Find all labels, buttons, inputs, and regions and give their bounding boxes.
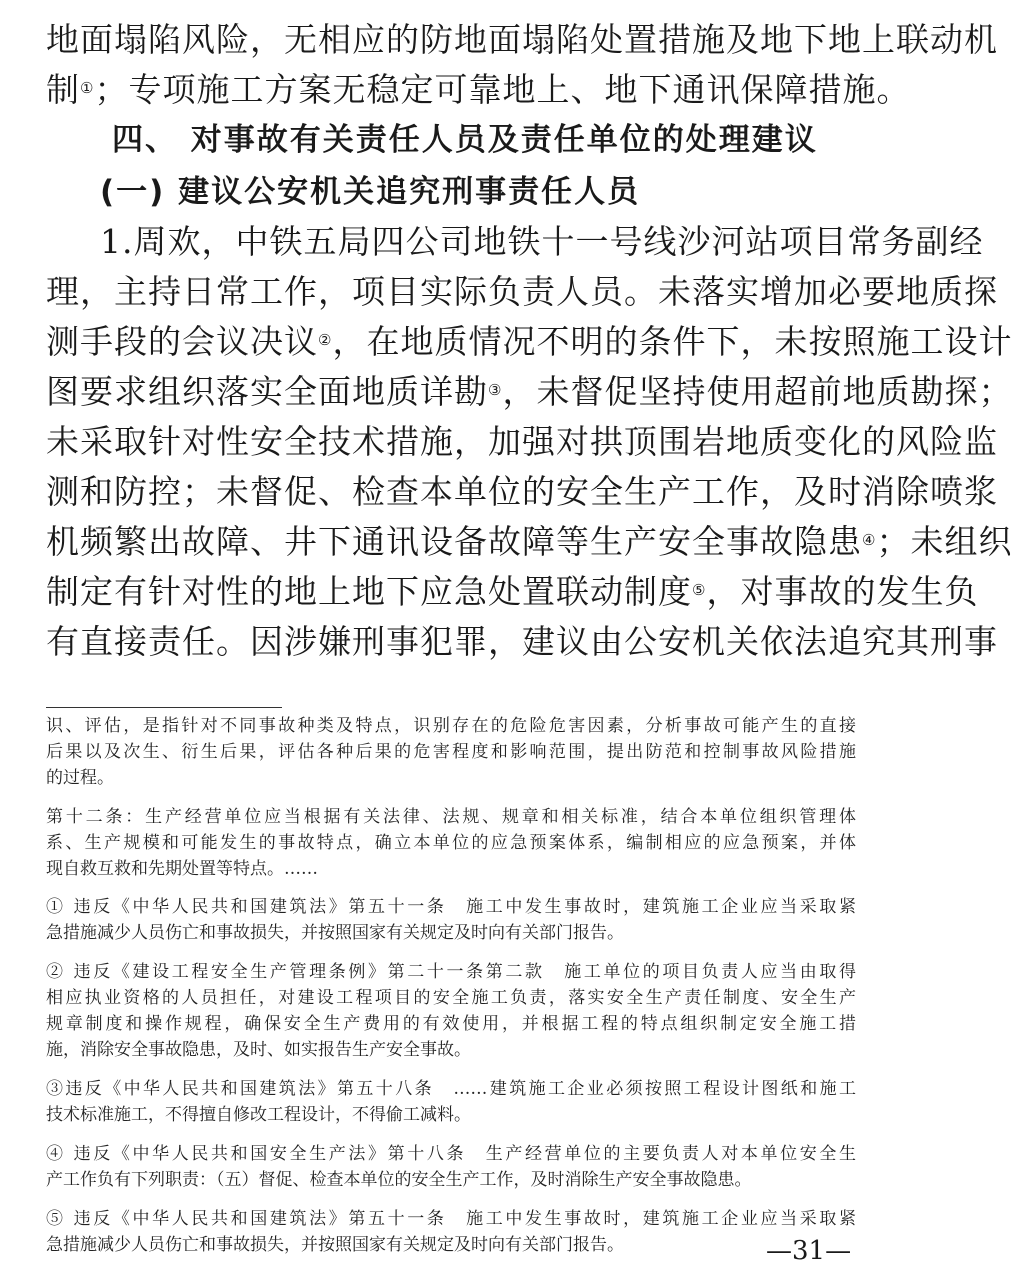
footnote-line: 后果以及次生、衍生后果，评估各种后果的危害程度和影响范围，提出防范和控制事故风险措施 bbox=[46, 742, 856, 762]
footnote-2: 相应执业资格的人员担任，对建设工程项目的安全施工负责，落实安全生产责任制度、安全生产 bbox=[46, 988, 856, 1008]
footnote-2: 规章制度和操作规程，确保安全生产费用的有效使用，并根据工程的特点组织制定安全施工措 bbox=[46, 1014, 856, 1034]
footnote-line: 现自救互救和先期处置等特点。…… bbox=[46, 859, 318, 879]
body-line: 制①；专项施工方案无稳定可靠地上、地下通讯保障措施。 bbox=[46, 70, 911, 109]
body-line: 1.周欢，中铁五局四公司地铁十一号线沙河站项目常务副经 bbox=[100, 222, 984, 261]
body-line: 制定有针对性的地上地下应急处置联动制度⑤，对事故的发生负 bbox=[46, 572, 979, 611]
footnote-4: 产工作负有下列职责：（五）督促、检查本单位的安全生产工作，及时消除生产安全事故隐患。 bbox=[46, 1170, 752, 1190]
footnote-5: ⑤ 违反《中华人民共和国建筑法》第五十一条 施工中发生事故时，建筑施工企业应当采取紧 bbox=[46, 1209, 856, 1229]
footnote-line: 第十二条：生产经营单位应当根据有关法律、法规、规章和相关标准，结合本单位组织管理体 bbox=[46, 807, 856, 827]
body-line: 理，主持日常工作，项目实际负责人员。未落实增加必要地质探 bbox=[46, 272, 998, 311]
footnote-3: ③违反《中华人民共和国建筑法》第五十八条 ……建筑施工企业必须按照工程设计图纸和施工 bbox=[46, 1079, 856, 1099]
footnote-2: ② 违反《建设工程安全生产管理条例》第二十一条第二款 施工单位的项目负责人应当由取得 bbox=[46, 962, 856, 982]
footnote-1: 急措施减少人员伤亡和事故损失，并按照国家有关规定及时向有关部门报告。 bbox=[46, 923, 624, 943]
footnote-ref: ③ bbox=[488, 381, 503, 399]
body-line: 测手段的会议决议②，在地质情况不明的条件下，未按照施工设计 bbox=[46, 322, 1012, 361]
body-line: 有直接责任。因涉嫌刑事犯罪，建议由公安机关依法追究其刑事 bbox=[46, 622, 998, 661]
footnote-divider bbox=[46, 707, 282, 708]
footnote-line: 的过程。 bbox=[46, 768, 114, 788]
body-line: 未采取针对性安全技术措施，加强对拱顶围岩地质变化的风险监 bbox=[46, 422, 998, 461]
page-number: —31— bbox=[766, 1236, 852, 1266]
body-line: 地面塌陷风险，无相应的防地面塌陷处置措施及地下地上联动机 bbox=[46, 20, 998, 59]
footnote-ref: ④ bbox=[862, 531, 877, 549]
sub-heading: (一) 建议公安机关追究刑事责任人员 bbox=[100, 174, 641, 210]
footnote-ref: ⑤ bbox=[692, 581, 707, 599]
body-line: 测和防控；未督促、检查本单位的安全生产工作，及时消除喷浆 bbox=[46, 472, 998, 511]
footnote-5: 急措施减少人员伤亡和事故损失，并按照国家有关规定及时向有关部门报告。 bbox=[46, 1235, 624, 1255]
footnote-ref: ② bbox=[318, 331, 333, 349]
footnote-line: 识、评估，是指针对不同事故种类及特点，识别存在的危险危害因素，分析事故可能产生的直接 bbox=[46, 716, 856, 736]
body-line: 机频繁出故障、井下通讯设备故障等生产安全事故隐患④；未组织 bbox=[46, 522, 1012, 561]
section-heading: 四、 对事故有关责任人员及责任单位的处理建议 bbox=[112, 122, 818, 158]
footnote-line: 系、生产规模和可能发生的事故特点，确立本单位的应急预案体系，编制相应的应急预案，并体 bbox=[46, 833, 856, 853]
footnote-4: ④ 违反《中华人民共和国安全生产法》第十八条 生产经营单位的主要负责人对本单位安全生 bbox=[46, 1144, 856, 1164]
footnote-ref: ① bbox=[80, 79, 95, 97]
body-line: 图要求组织落实全面地质详勘③，未督促坚持使用超前地质勘探； bbox=[46, 372, 1012, 411]
footnote-1: ① 违反《中华人民共和国建筑法》第五十一条 施工中发生事故时，建筑施工企业应当采取紧 bbox=[46, 897, 856, 917]
footnote-2: 施，消除安全事故隐患，及时、如实报告生产安全事故。 bbox=[46, 1040, 471, 1060]
footnote-3: 技术标准施工，不得擅自修改工程设计，不得偷工减料。 bbox=[46, 1105, 471, 1125]
